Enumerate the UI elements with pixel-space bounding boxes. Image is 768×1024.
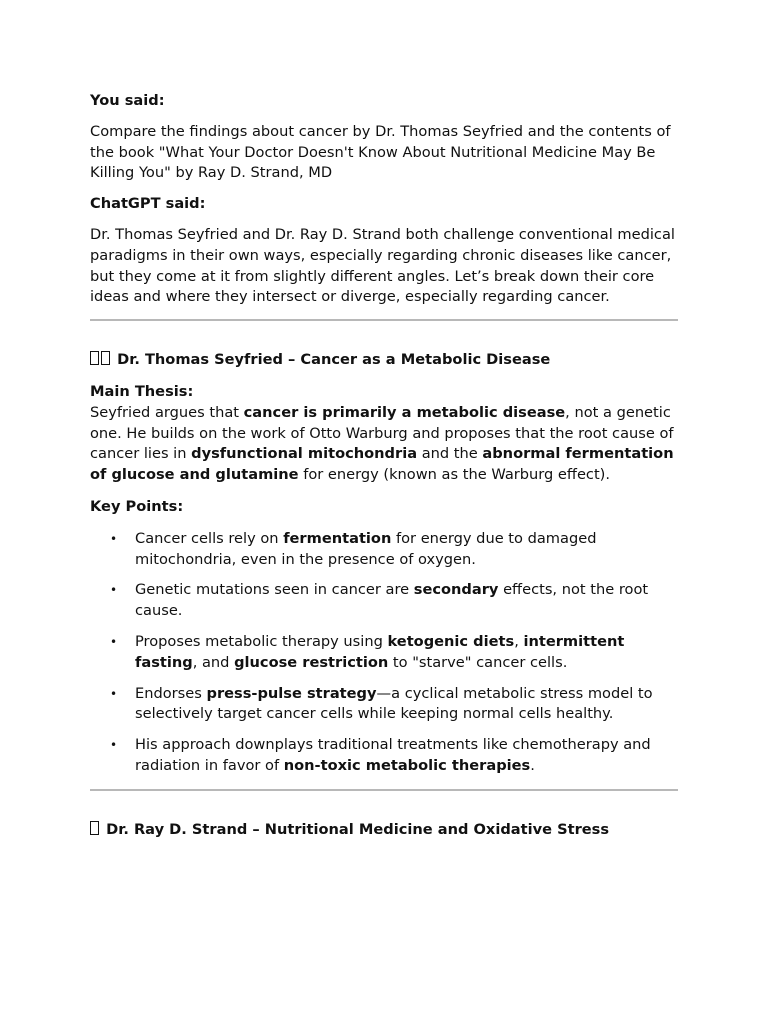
emphasis-text: non-toxic metabolic therapies bbox=[283, 756, 531, 774]
body-text: Proposes metabolic therapy using bbox=[135, 632, 388, 650]
body-text: Genetic mutations seen in cancer are bbox=[135, 581, 414, 599]
list-item-text bbox=[135, 581, 648, 619]
microscope-icon bbox=[90, 351, 112, 368]
leaf-icon bbox=[90, 821, 101, 838]
assistant-intro: Dr. Thomas Seyfried and Dr. Ray D. Strand both challenge conventional medical paradigms in their own ways, especially regarding chronic diseases like cancer, but they come at it from slightly different angles. Let’s break down their core ideas and where they intersect or diverge, especially regarding cancer. bbox=[90, 225, 675, 306]
emphasis-text: glucose restriction bbox=[234, 653, 389, 671]
list-item-text bbox=[135, 685, 653, 723]
emphasis-text: dysfunctional mitochondria bbox=[191, 445, 418, 463]
list-item-text bbox=[135, 530, 596, 568]
emphasis-text: intermittent fasting bbox=[135, 632, 625, 671]
body-text: for energy due to damaged mitochondria, even in the presence of oxygen. bbox=[135, 529, 597, 568]
list-item bbox=[90, 529, 680, 571]
list-item bbox=[90, 684, 680, 726]
body-text: His approach downplays traditional treatments like chemotherapy and radiation in favor of bbox=[135, 736, 651, 774]
bullet-icon: • bbox=[110, 634, 118, 649]
emphasis-text: fermentation bbox=[283, 529, 392, 547]
user-label: You said: bbox=[90, 92, 165, 109]
body-text: Seyfried argues that bbox=[90, 403, 244, 421]
body-text: for energy (known as the Warburg effect). bbox=[298, 466, 611, 484]
body-text: , and bbox=[192, 653, 235, 671]
section-heading-strand bbox=[90, 820, 680, 841]
emphasis-text: abnormal fermentation of glucose and glutamine bbox=[90, 445, 674, 484]
body-text: effects, not the root cause. bbox=[135, 581, 649, 620]
key-points-list bbox=[90, 529, 680, 777]
emphasis-text: cancer is primarily a metabolic disease bbox=[243, 403, 566, 421]
emphasis-text: press-pulse strategy bbox=[206, 684, 377, 702]
bullet-icon: • bbox=[110, 583, 118, 598]
bullet-icon: • bbox=[110, 531, 118, 546]
section-title: Dr. Ray D. Strand – Nutritional Medicine and Oxidative Stress bbox=[106, 820, 610, 838]
list-item-text bbox=[135, 736, 651, 774]
bullet-icon: • bbox=[110, 738, 118, 753]
main-thesis-text bbox=[90, 403, 680, 486]
emphasis-text: secondary bbox=[413, 581, 499, 599]
key-points-label: Key Points: bbox=[90, 497, 184, 515]
list-item-text bbox=[135, 633, 624, 671]
body-text: , bbox=[514, 632, 524, 650]
body-text: and the bbox=[417, 445, 483, 463]
bullet-icon: • bbox=[110, 686, 118, 701]
body-text: —a cyclical metabolic stress model to selectively target cancer cells while keeping normal cells healthy. bbox=[135, 684, 653, 723]
body-text: , not a genetic one. He builds on the work of Otto Warburg and proposes that the root cause of cancer lies in bbox=[90, 403, 674, 463]
assistant-label: ChatGPT said: bbox=[90, 195, 206, 213]
body-text: Endorses bbox=[135, 684, 207, 702]
body-text: Cancer cells rely on bbox=[135, 529, 284, 547]
section-heading-seyfried bbox=[90, 350, 680, 371]
body-text: to "starve" cancer cells. bbox=[388, 653, 568, 671]
list-item bbox=[90, 580, 680, 622]
body-text: . bbox=[530, 756, 535, 774]
list-item bbox=[90, 735, 680, 777]
conversation-document bbox=[90, 91, 680, 841]
list-item bbox=[90, 632, 680, 674]
user-message: Compare the findings about cancer by Dr. Thomas Seyfried and the contents of the book "What Your Doctor Doesn't Know About Nutritional Medicine May Be Killing You" by Ray D. Strand, MD bbox=[90, 122, 671, 182]
main-thesis-label: Main Thesis: bbox=[90, 382, 194, 400]
emphasis-text: ketogenic diets bbox=[387, 632, 515, 650]
section-title: Dr. Thomas Seyfried – Cancer as a Metabolic Disease bbox=[117, 351, 551, 369]
